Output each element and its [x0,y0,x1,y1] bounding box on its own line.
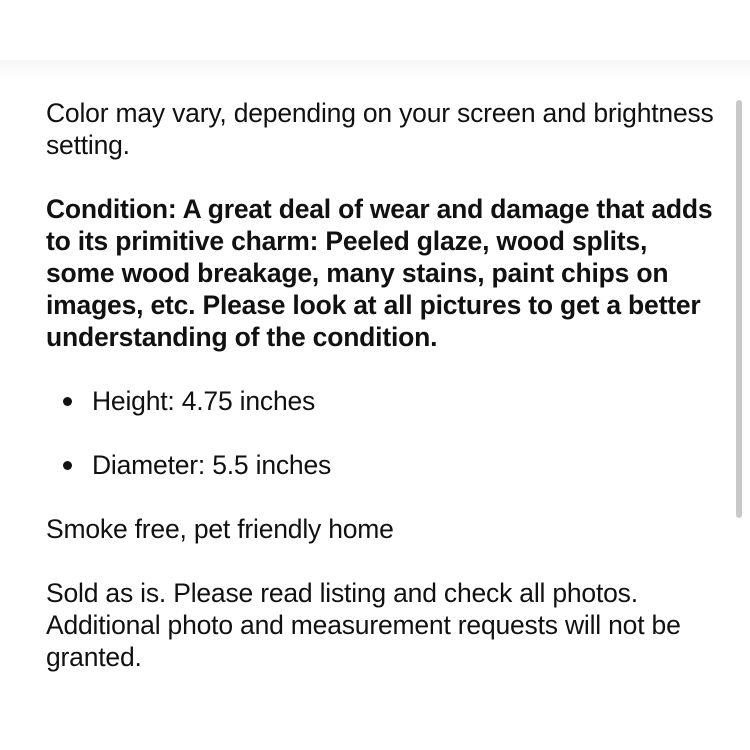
home-note: Smoke free, pet friendly home [46,514,394,544]
scrollbar-thumb[interactable] [736,100,742,518]
color-note: Color may vary, depending on your screen and brightness setting. [46,98,714,160]
sold-as-is-note: Sold as is. Please read listing and check all photos. Additional photo and measurement requests will not be granted. [46,578,681,672]
diameter-measurement: Diameter: 5.5 inches [92,450,332,480]
list-item [46,449,716,481]
item-description [46,97,716,673]
height-measurement: Height: 4.75 inches [92,386,316,416]
condition-text: Condition: A great deal of wear and damage that adds to its primitive charm: Peeled glaze, wood splits, some wood breakage, many stains, paint chips on images, etc. Please look at all pictures to get a better understanding of the condition. [46,194,713,352]
scrollbar[interactable] [736,100,744,520]
measurement-list [46,385,716,481]
list-item [46,385,716,417]
bullet-icon [63,397,72,406]
bullet-icon [63,461,72,470]
header-shadow [0,60,750,82]
